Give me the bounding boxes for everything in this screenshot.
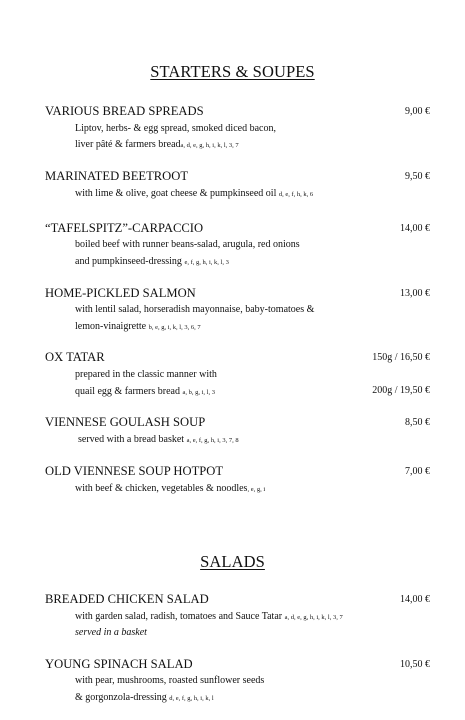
item-price-200g: 200g / 19,50 € — [372, 385, 430, 396]
allergen-codes: , e, g, i — [247, 486, 266, 493]
item-name: BREADED CHICKEN SALAD — [45, 592, 209, 606]
item-description: served with a bread basket a, e, f, g, h, i, 3, 7, 8 — [78, 434, 239, 445]
allergen-codes: d, e, f, h, k, 6 — [278, 191, 314, 198]
item-price: 8,50 € — [405, 417, 430, 428]
item-name: OLD VIENNESE SOUP HOTPOT — [45, 464, 224, 478]
allergen-codes: b, e, g, i, k, l, 3, 6, 7 — [148, 324, 201, 331]
item-description-2: and pumpkinseed-dressing e, f, g, h, i, k, l, 3 — [75, 256, 229, 267]
item-serving-note: served in a basket — [75, 627, 147, 638]
item-description: with beef & chicken, vegetables & noodles, e, g, i — [75, 483, 266, 494]
allergen-codes: e, f, g, h, i, k, l, 3 — [184, 259, 229, 266]
item-description: with garden salad, radish, tomatoes and Sauce Tatar a, d, e, g, h, i, k, l, 3, 7 — [75, 611, 343, 622]
item-name: VIENNESE GOULASH SOUP — [45, 415, 206, 429]
item-description-2: liver pâté & farmers breada, d, e, g, h, i, k, l, 3, 7 — [75, 139, 239, 150]
allergen-codes: a, d, e, g, h, i, k, l, 3, 7 — [180, 142, 239, 149]
item-price: 7,00 € — [405, 466, 430, 477]
item-description-2: & gorgonzola-dressing d, e, f, g, h, i, k, l — [75, 692, 214, 703]
item-name: YOUNG SPINACH SALAD — [45, 657, 193, 671]
item-name: MARINATED BEETROOT — [45, 169, 189, 183]
item-price: 14,00 € — [400, 594, 430, 605]
item-description: with lime & olive, goat cheese & pumpkinseed oil d, e, f, h, k, 6 — [75, 188, 314, 199]
section-title-starters: STARTERS & SOUPES — [150, 62, 315, 81]
item-price: 9,50 € — [405, 171, 430, 182]
item-price: 13,00 € — [400, 288, 430, 299]
item-description: Liptov, herbs- & egg spread, smoked diced bacon, — [75, 123, 276, 134]
allergen-codes: a, d, e, g, h, i, k, l, 3, 7 — [284, 614, 343, 621]
allergen-codes: a, e, f, g, h, i, 3, 7, 8 — [186, 437, 239, 444]
item-name: HOME-PICKLED SALMON — [45, 286, 196, 300]
item-name: VARIOUS BREAD SPREADS — [45, 104, 204, 118]
item-description: with pear, mushrooms, roasted sunflower seeds — [75, 675, 265, 686]
item-price: 9,00 € — [405, 106, 430, 117]
item-price: 10,50 € — [400, 659, 430, 670]
item-description: boiled beef with runner beans-salad, arugula, red onions — [75, 239, 300, 250]
item-price-150g: 150g / 16,50 € — [372, 352, 430, 363]
item-name: OX TATAR — [45, 350, 105, 364]
allergen-codes: a, b, g, i, l, 3 — [182, 389, 215, 396]
item-description-2: quail egg & farmers bread a, b, g, i, l, 3 — [75, 386, 215, 397]
allergen-codes: d, e, f, g, h, i, k, l — [169, 695, 214, 702]
item-name: “TAFELSPITZ”-CARPACCIO — [45, 221, 204, 235]
item-price: 14,00 € — [400, 223, 430, 234]
item-description-2: lemon-vinaigrette b, e, g, i, k, l, 3, 6, 7 — [75, 321, 201, 332]
item-description: prepared in the classic manner with — [75, 369, 217, 380]
section-title-salads: SALADS — [200, 552, 265, 571]
item-description: with lentil salad, horseradish mayonnaise, baby-tomatoes & — [75, 304, 315, 315]
